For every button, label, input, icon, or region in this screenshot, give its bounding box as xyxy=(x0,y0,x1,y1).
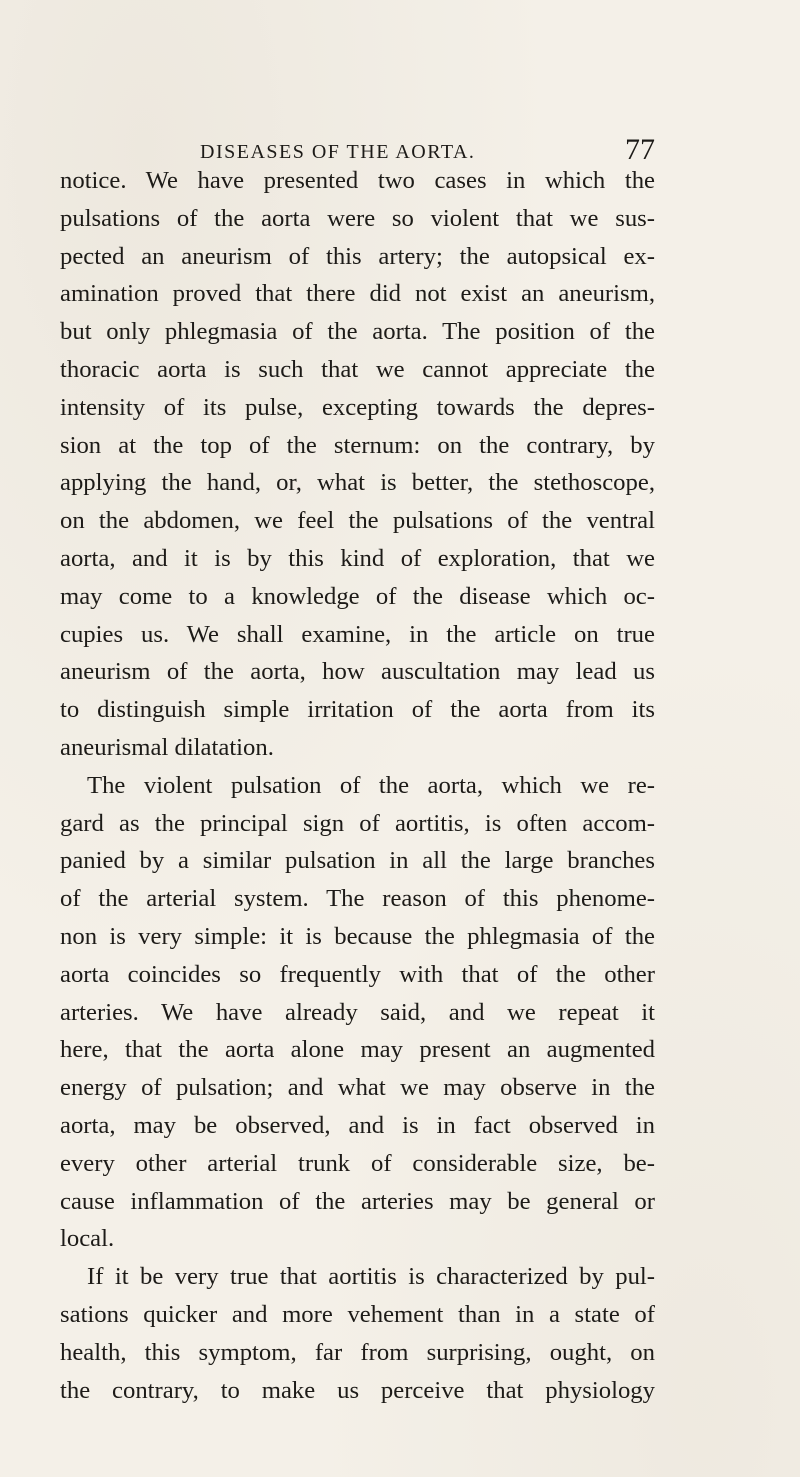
text-line: here, that the aorta alone may present an augmented xyxy=(60,1036,655,1064)
text-line: pulsations of the aorta were so violent that we sus- xyxy=(60,204,655,232)
text-line: energy of pulsation; and what we may observe in the xyxy=(60,1074,655,1102)
text-line: aorta, and it is by this kind of exploration, that we xyxy=(60,544,655,572)
text-line: aneurism of the aorta, how auscultation may lead us xyxy=(60,658,655,686)
text-line: every other arterial trunk of considerable size, be- xyxy=(60,1149,655,1177)
text-line: If it be very true that aortitis is characterized by pul- xyxy=(87,1263,655,1291)
text-line: the contrary, to make us perceive that physiology xyxy=(60,1376,655,1404)
text-line: cupies us. We shall examine, in the article on true xyxy=(60,620,655,648)
text-line: arteries. We have already said, and we repeat it xyxy=(60,998,655,1026)
text-line: non is very simple: it is because the phlegmasia of the xyxy=(60,922,655,950)
text-line: notice. We have presented two cases in which the xyxy=(60,167,655,194)
text-line: may come to a knowledge of the disease which oc- xyxy=(60,582,655,610)
text-line: to distinguish simple irritation of the aorta from its xyxy=(60,696,655,724)
text-line: gard as the principal sign of aortitis, is often accom- xyxy=(60,809,655,837)
text-line: but only phlegmasia of the aorta. The position of the xyxy=(60,318,655,346)
text-line: of the arterial system. The reason of this phenome- xyxy=(60,885,655,913)
text-line: sion at the top of the sternum: on the contrary, by xyxy=(60,431,655,459)
text-line: amination proved that there did not exist an aneurism, xyxy=(60,280,655,308)
text-line: panied by a similar pulsation in all the large branches xyxy=(60,847,655,875)
body-text xyxy=(60,162,655,1422)
page-number: 77 xyxy=(625,133,655,166)
text-line: aorta coincides so frequently with that of the other xyxy=(60,960,655,988)
text-line: sations quicker and more vehement than in a state of xyxy=(60,1300,655,1328)
text-line: The violent pulsation of the aorta, which we re- xyxy=(87,771,655,799)
text-line: cause inflammation of the arteries may be general or xyxy=(60,1187,655,1215)
text-line: aorta, may be observed, and is in fact observed in xyxy=(60,1111,655,1139)
text-line: aneurismal dilatation. xyxy=(60,733,274,761)
running-head: DISEASES OF THE AORTA. xyxy=(200,141,476,163)
text-line: health, this symptom, far from surprising, ought, on xyxy=(60,1338,655,1366)
text-line: local. xyxy=(60,1225,115,1253)
text-line: intensity of its pulse, excepting towards the depres- xyxy=(60,393,655,421)
text-line: on the abdomen, we feel the pulsations of the ventral xyxy=(60,507,655,535)
text-line: applying the hand, or, what is better, the stethoscope, xyxy=(60,469,655,497)
text-line: thoracic aorta is such that we cannot appreciate the xyxy=(60,355,655,383)
text-line: pected an aneurism of this artery; the autopsical ex- xyxy=(60,242,655,270)
